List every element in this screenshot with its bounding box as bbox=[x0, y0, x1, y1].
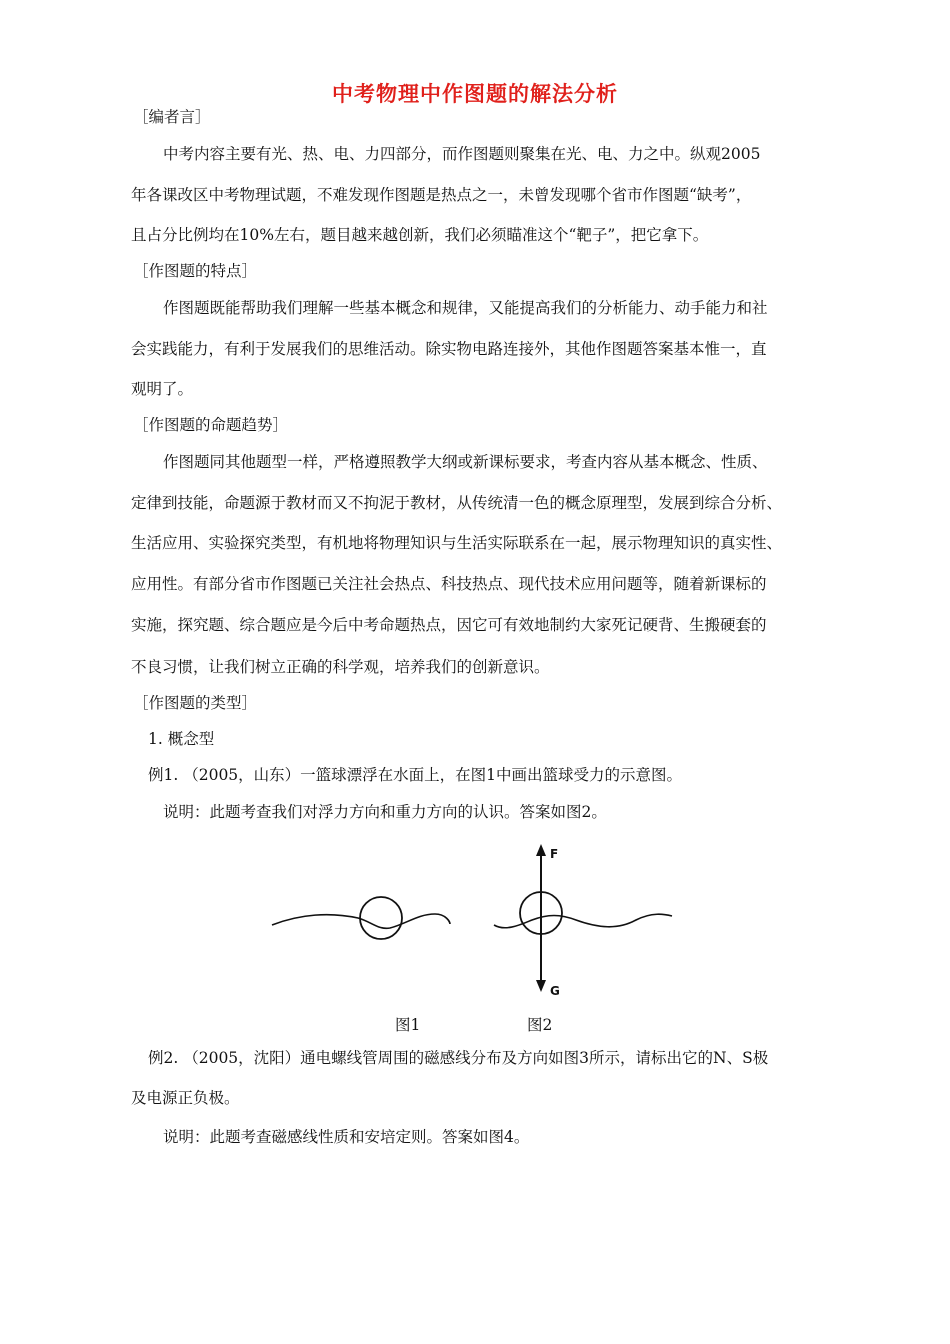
figure-1-caption: 图1 bbox=[395, 1016, 421, 1034]
buoyancy-arrowhead bbox=[536, 844, 546, 856]
figure-2 bbox=[494, 844, 672, 998]
paragraph-line: 会实践能力，有利于发展我们的思维活动。除实物电路连接外，其他作图题答案基本惟一，直 bbox=[131, 340, 767, 358]
figure-2-caption: 图2 bbox=[527, 1016, 553, 1034]
example-2: 例2. （2005，沈阳）通电螺线管周围的磁感线分布及方向如图3所示，请标出它的N、S极 bbox=[148, 1049, 769, 1067]
figures-1-2 bbox=[260, 838, 690, 998]
paragraph-line: 不良习惯，让我们树立正确的科学观，培养我们的创新意识。 bbox=[131, 658, 550, 676]
section-heading-types: ［作图题的类型］ bbox=[133, 694, 258, 712]
paragraph-line: 作图题同其他题型一样，严格遵照教学大纲或新课标要求，考查内容从基本概念、性质、 bbox=[163, 453, 768, 471]
paragraph-line: 及电源正负极。 bbox=[131, 1089, 240, 1107]
page-title: 中考物理中作图题的解法分析 bbox=[332, 82, 618, 106]
section-heading-trends: ［作图题的命题趋势］ bbox=[133, 416, 289, 434]
subsection-label: 1. 概念型 bbox=[148, 730, 215, 748]
paragraph-line: 定律到技能，命题源于教材而又不拘泥于教材，从传统清一色的概念原理型，发展到综合分析、 bbox=[131, 494, 783, 512]
paragraph-line: 生活应用、实验探究类型，有机地将物理知识与生活实际联系在一起，展示物理知识的真实性、 bbox=[131, 534, 783, 552]
example-2-note: 说明：此题考查磁感线性质和安培定则。答案如图4。 bbox=[163, 1128, 530, 1146]
force-label-g: G bbox=[550, 984, 560, 998]
paragraph-line: 且占分比例均在10%左右，题目越来越创新，我们必须瞄准这个“靶子”，把它拿下。 bbox=[131, 226, 709, 244]
paragraph-line: 中考内容主要有光、热、电、力四部分，而作图题则聚集在光、电、力之中。纵观2005 bbox=[163, 145, 761, 163]
paragraph-line: 作图题既能帮助我们理解一些基本概念和规律，又能提高我们的分析能力、动手能力和社 bbox=[163, 299, 768, 317]
section-heading-editor: ［编者言］ bbox=[133, 108, 211, 126]
paragraph-line: 应用性。有部分省市作图题已关注社会热点、科技热点、现代技术应用问题等，随着新课标的 bbox=[131, 575, 767, 593]
paragraph-line: 实施，探究题、综合题应是今后中考命题热点，因它可有效地制约大家死记硬背、生搬硬套的 bbox=[131, 616, 767, 634]
force-label-f: F bbox=[550, 847, 559, 861]
example-1: 例1. （2005，山东）一篮球漂浮在水面上，在图1中画出篮球受力的示意图。 bbox=[148, 766, 683, 784]
gravity-arrowhead bbox=[536, 980, 546, 992]
example-1-note: 说明：此题考查我们对浮力方向和重力方向的认识。答案如图2。 bbox=[163, 803, 607, 821]
section-heading-features: ［作图题的特点］ bbox=[133, 262, 258, 280]
figure-1 bbox=[272, 897, 450, 939]
basketball-circle bbox=[360, 897, 402, 939]
paragraph-line: 观明了。 bbox=[131, 380, 194, 398]
paragraph-line: 年各课改区中考物理试题，不难发现作图题是热点之一，未曾发现哪个省市作图题“缺考”， bbox=[131, 186, 752, 204]
